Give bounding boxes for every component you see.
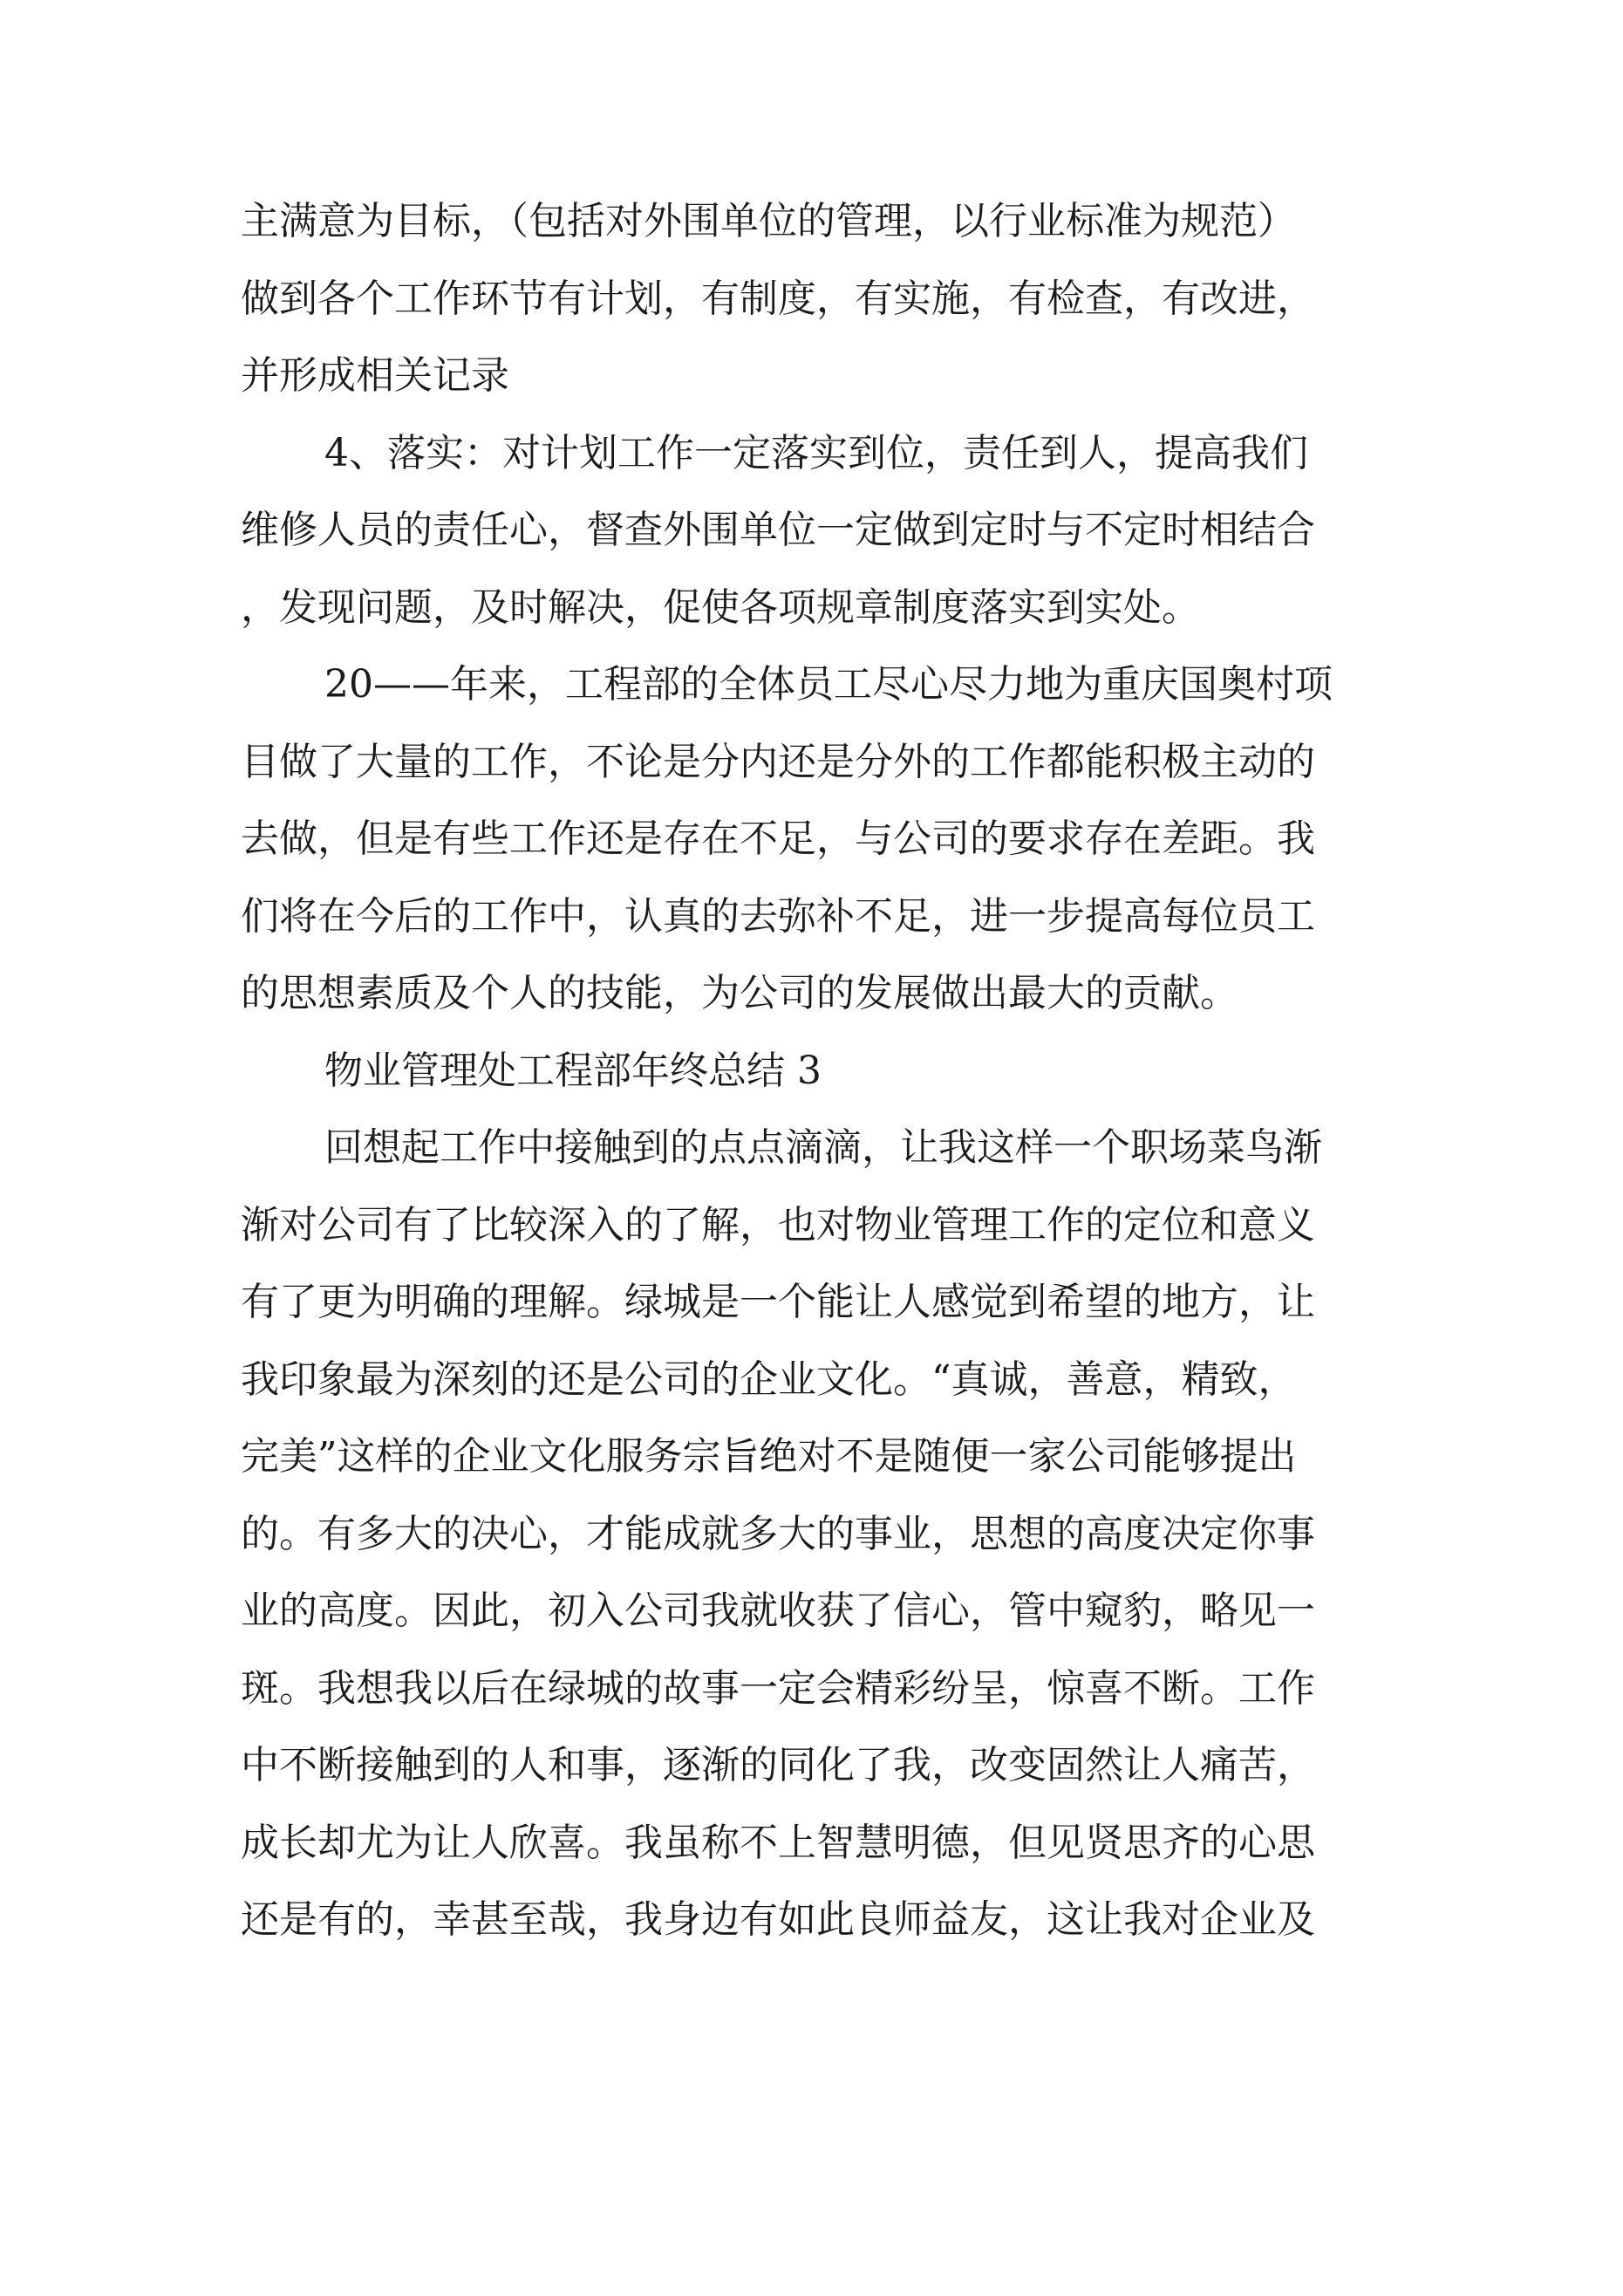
text-line: 中不断接触到的人和事，逐渐的同化了我，改变固然让人痛苦， <box>241 1743 1315 1787</box>
body-text <box>241 183 1385 1959</box>
text-line: 完美”这样的企业文化服务宗旨绝对不是随便一家公司能够提出 <box>241 1434 1297 1479</box>
text-line: 目做了大量的工作，不论是分内还是分外的工作都能积极主动的 <box>241 739 1315 784</box>
text-line: 主满意为目标，（包括对外围单位的管理，以行业标准为规范） <box>241 199 1296 243</box>
text-line: 维修人员的责任心，督查外围单位一定做到定时与不定时相结合 <box>241 508 1315 552</box>
text-line: 我印象最为深刻的还是公司的企业文化。“真诚，善意，精致， <box>241 1356 1297 1402</box>
text-line: 还是有的，幸甚至哉，我身边有如此良师益友，这让我对企业及 <box>241 1897 1315 1942</box>
text-line: 并形成相关记录 <box>241 353 509 398</box>
text-line: 做到各个工作环节有计划，有制度，有实施，有检查，有改进， <box>241 276 1315 321</box>
text-line: 斑。我想我以后在绿城的故事一定会精彩纷呈，惊喜不断。工作 <box>241 1665 1315 1711</box>
text-line: 的。有多大的决心，才能成就多大的事业，思想的高度决定你事 <box>241 1511 1315 1556</box>
text-line: 们将在今后的工作中，认真的去弥补不足，进一步提高每位员工 <box>241 893 1315 939</box>
text-line: 渐对公司有了比较深入的了解，也对物业管理工作的定位和意义 <box>241 1202 1315 1247</box>
paragraph-start-line: 回想起工作中接触到的点点滴滴，让我这样一个职场菜鸟渐 <box>324 1125 1322 1170</box>
text-line: 去做，但是有些工作还是存在不足，与公司的要求存在差距。我 <box>241 817 1315 861</box>
text-line: ，发现问题，及时解决，促使各项规章制度落实到实处。 <box>241 584 1200 630</box>
text-line: 有了更为明确的理解。绿城是一个能让人感觉到希望的地方，让 <box>241 1280 1315 1324</box>
paragraph-start-line: 4、落实：对计划工作一定落实到位，责任到人，提高我们 <box>324 430 1308 475</box>
paragraph-start-line: 20——年来，工程部的全体员工尽心尽力地为重庆国奥村项 <box>324 662 1333 707</box>
text-line: 的思想素质及个人的技能，为公司的发展做出最大的贡献。 <box>241 971 1238 1015</box>
section-heading: 物业管理处工程部年终总结 3 <box>324 1048 822 1093</box>
text-line: 成长却尤为让人欣喜。我虽称不上智慧明德，但见贤思齐的心思 <box>241 1820 1315 1865</box>
text-line: 业的高度。因此，初入公司我就收获了信心，管中窥豹，略见一 <box>241 1589 1315 1633</box>
